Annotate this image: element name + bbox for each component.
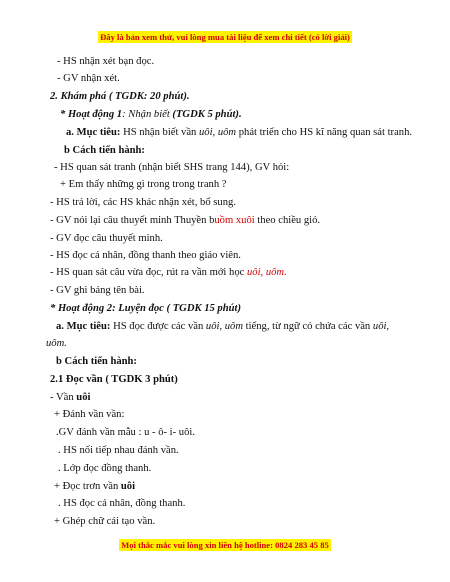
subsection-heading: 2.1 Đọc vần ( TGDK 3 phút) <box>50 374 178 385</box>
text-line: - GV ghi bảng tên bài. <box>50 285 145 296</box>
text-line: + Em thấy những gì trong trong tranh ? <box>60 179 227 190</box>
text-line: - HS nhận xét bạn đọc. <box>57 56 155 67</box>
text-line: - GV đọc câu thuyết minh. <box>50 233 163 244</box>
text-line: + Đọc trơn vần uôi <box>54 481 136 492</box>
procedure-heading: b Cách tiến hành: <box>64 145 145 156</box>
text-line: . HS đọc cá nhân, đồng thanh. <box>58 498 186 509</box>
section-heading: 2. Khám phá ( TGDK: 20 phút). <box>50 91 190 102</box>
text-line: - Vần uôi <box>50 392 91 403</box>
preview-notice-banner <box>0 27 450 45</box>
text-line: - HS quan sát tranh (nhận biết SHS trang 144), GV hỏi: <box>54 162 290 173</box>
objective-line: a. Mục tiêu: HS nhận biết vần uôi, uôm phát triển cho HS kĩ năng quan sát tranh. <box>66 127 413 138</box>
text-line: .GV đánh vần mẫu : u - ô- i- uôi. <box>56 427 195 438</box>
text-line: - GV nhận xét. <box>57 73 120 84</box>
hotline-text: Mọi thắc mắc vui lòng xin liên hệ hotline: 0824 283 45 85 <box>121 540 329 550</box>
text-line: uôm. <box>46 338 67 349</box>
text-line: - HS đọc cá nhân, đồng thanh theo giáo viên. <box>50 250 241 261</box>
hotline-banner <box>0 535 450 553</box>
text-line: + Đánh vần vần: <box>54 409 125 420</box>
text-line: . HS nối tiếp nhau đánh vần. <box>58 445 179 456</box>
procedure-heading: b Cách tiến hành: <box>56 356 137 367</box>
text-line: + Ghép chữ cái tạo vần. <box>54 516 156 527</box>
activity-heading: * Hoạt động 2: Luyện đọc ( TGDK 15 phút) <box>50 303 241 314</box>
activity-heading: * Hoạt động 1: Nhận biết (TGDK 5 phút). <box>60 109 242 120</box>
text-line: - HS trả lời, các HS khác nhận xét, bổ sung. <box>50 197 236 208</box>
text-line: . Lớp đọc đồng thanh. <box>58 463 152 474</box>
text-line: - GV nói lại câu thuyết minh Thuyền buồm xuôi theo chiều gió. <box>50 215 321 226</box>
preview-notice-text: Đây là bản xem thử, vui lòng mua tài liệu để xem chi tiết (có lời giải) <box>100 32 350 42</box>
text-line: - HS quan sát câu vừa đọc, rút ra vần mới học uôi, uôm. <box>50 267 287 278</box>
objective-line: a. Mục tiêu: HS đọc được các vần uôi, uôm tiếng, từ ngữ có chứa các vần uôi, <box>56 321 390 332</box>
